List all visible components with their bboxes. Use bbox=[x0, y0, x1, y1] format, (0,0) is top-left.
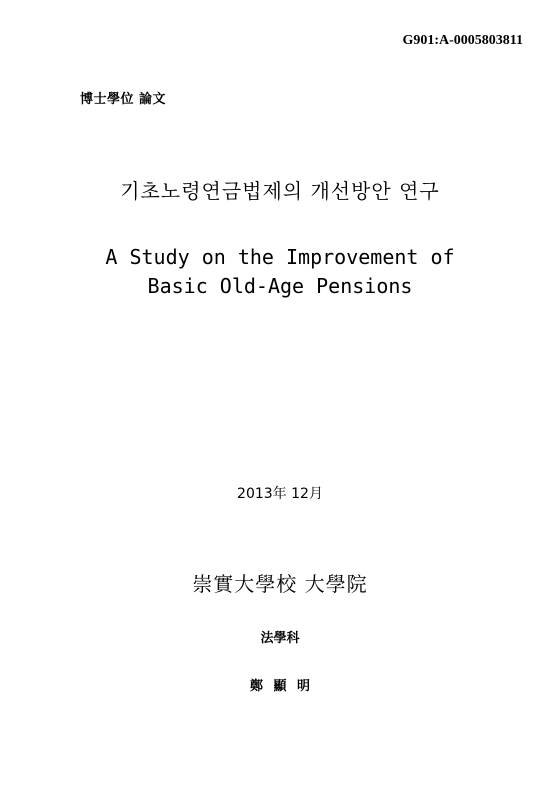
document-id: G901:A-0005803811 bbox=[402, 33, 523, 48]
department-name: 法學科 bbox=[260, 631, 300, 646]
degree-label: 博士學位 論文 bbox=[80, 92, 167, 107]
author-name: 鄭 顯 明 bbox=[249, 679, 311, 694]
title-english bbox=[0, 243, 560, 301]
school-name: 崇實大學校 大學院 bbox=[192, 572, 368, 596]
title-korean: 기초노령연금법제의 개선방안 연구 bbox=[120, 179, 440, 203]
submission-date: 2013年 12月 bbox=[237, 486, 323, 502]
title-english-line-1: A Study on the Improvement of bbox=[105, 245, 455, 269]
title-english-line-2: Basic Old-Age Pensions bbox=[147, 274, 413, 298]
